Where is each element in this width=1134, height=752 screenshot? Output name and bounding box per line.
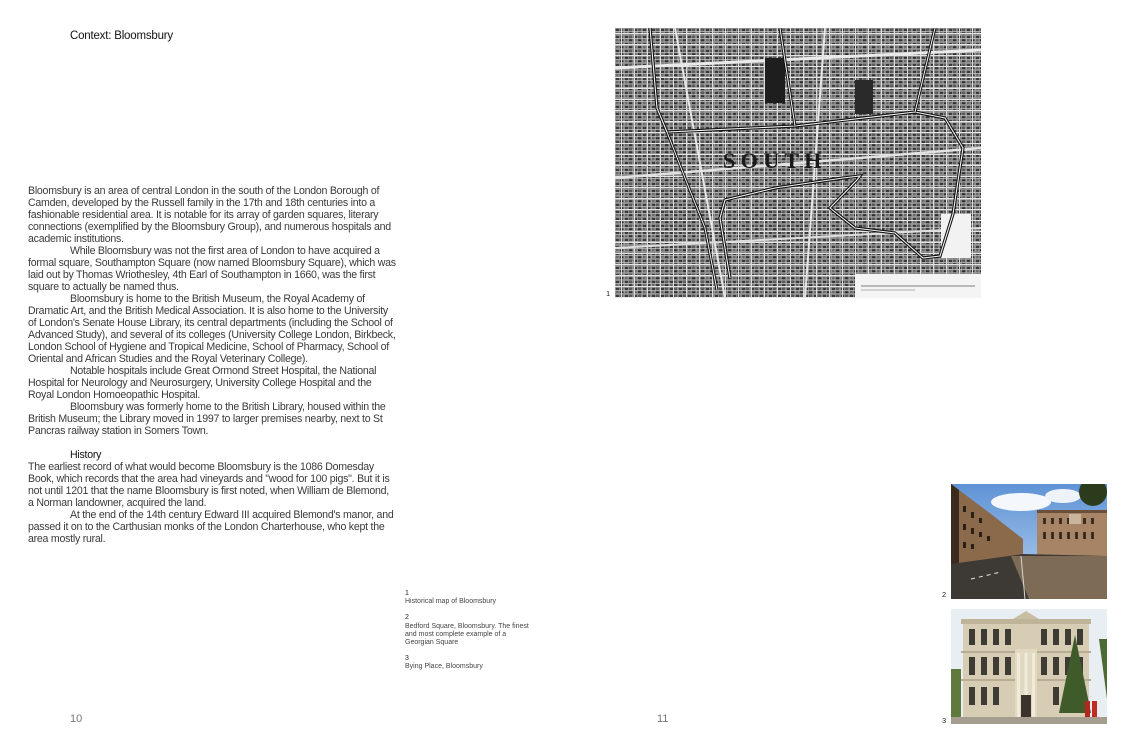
- paragraph-history-1: The earliest record of what would become Bloomsbury is the 1086 Domesday Book, which records that the area had vineyards and "wood for 100 pigs". But it is not until 1201 that the name Bloomsbury is first noted, when William de Blemond, a Norman landowner, acquired the land.: [28, 461, 390, 509]
- bying-place-photo: [951, 609, 1107, 724]
- body-text: [28, 185, 396, 545]
- paragraph-squares: While Bloomsbury was not the first area of London to have acquired a formal square, Southampton Square (now named Bloomsbury Square), which was laid out by Thomas Wriothesley, 4th Earl of Southampton in 1660, was the first square to actually be named thus.: [28, 245, 396, 293]
- caption-text: Historical map of Bloomsbury: [405, 598, 497, 606]
- figure-1-label: 1: [606, 289, 611, 298]
- caption-number: 1: [405, 590, 409, 597]
- page-number-left: 10: [70, 713, 83, 725]
- caption-number: 3: [405, 655, 409, 663]
- caption-2: [405, 614, 530, 647]
- history-heading: History: [70, 449, 102, 461]
- paragraph-intro: Bloomsbury is an area of central London in the south of the London Borough of Camden, developed by the Russell family in the 17th and 18th centuries into a fashionable residential area. It is notable for its array of garden squares, literary connections (exemplified by the Bloomsbury Group), and numerous hospitals and academic institutions.: [28, 185, 391, 245]
- bedford-square-photo: [951, 484, 1107, 599]
- caption-number: 2: [405, 614, 409, 622]
- caption-text: Bedford Square, Bloomsbury. The finest and most complete example of a Georgian Square: [405, 622, 529, 647]
- paragraph-hospitals: Notable hospitals include Great Ormond Street Hospital, the National Hospital for Neurology and Neurosurgery, University College Hospital and the Royal London Homoeopathic Hospital.: [28, 365, 377, 401]
- paragraph-institutions: Bloomsbury is home to the British Museum, the Royal Academy of Dramatic Art, and the British Medical Association. It is also home to the University of London's Senate House Library, its central departments (including the School of Advanced Study), and several of its colleges (University College London, Birkbeck, London School of Hygiene and Tropical Medicine, School of Pharmacy, School of Oriental and African Studies and the Royal Veterinary College).: [28, 293, 396, 365]
- caption-1: [405, 590, 530, 606]
- map-area-label: S O U T H: [723, 148, 822, 173]
- historical-map-image: [615, 28, 981, 298]
- caption-3: [405, 655, 530, 671]
- page-number-right: 11: [657, 713, 669, 725]
- caption-text: Bying Place, Bloomsbury: [405, 663, 483, 671]
- figure-3-label: 3: [942, 716, 947, 725]
- figure-captions: [405, 590, 530, 680]
- paragraph-library: Bloomsbury was formerly home to the British Library, housed within the British Museum; the Library moved in 1997 to larger premises nearby, next to St Pancras railway station in Somers Town.: [28, 401, 386, 437]
- page-title: Context: Bloomsbury: [70, 30, 173, 42]
- paragraph-history-2: At the end of the 14th century Edward III acquired Blemond's manor, and passed it on to the Carthusian monks of the London Charterhouse, who kept the area mostly rural.: [28, 509, 394, 545]
- figure-2-label: 2: [942, 590, 947, 599]
